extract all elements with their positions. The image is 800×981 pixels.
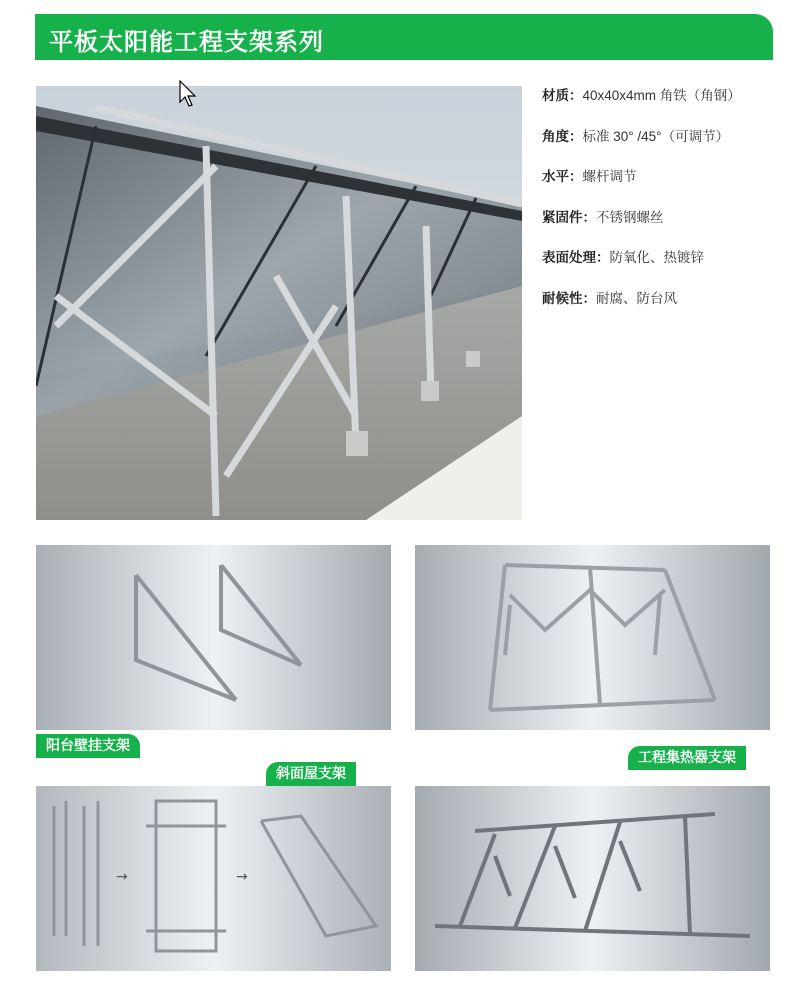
flat-roof-frame-photo	[415, 545, 770, 730]
balcony-bracket-label: 阳台壁挂支架	[36, 734, 140, 758]
title-banner	[35, 14, 773, 60]
spec-material: 材质：40x40x4mm 角铁（角钢）	[542, 88, 741, 103]
page-title: 平板太阳能工程支架系列	[49, 28, 324, 56]
spec-weather: 耐候性：耐腐、防台风	[542, 290, 677, 306]
balcony-bracket-photo	[36, 545, 391, 730]
collector-frame-photo	[415, 786, 770, 971]
svg-text:→: →	[236, 869, 248, 885]
slope-roof-bracket-photo	[36, 786, 391, 971]
spec-level: 水平：螺杆调节	[542, 169, 637, 184]
collector-frame-label: 工程集热器支架	[628, 746, 746, 770]
slope-roof-bracket-label: 斜面屋支架	[266, 762, 356, 786]
svg-text:→: →	[116, 869, 128, 885]
rooftop-installation-photo	[36, 86, 522, 520]
spec-surface: 表面处理：防氧化、热镀锌	[542, 250, 704, 265]
spec-list	[542, 86, 782, 329]
mouse-cursor-icon	[179, 80, 199, 108]
spec-fasteners: 紧固件：不锈钢螺丝	[542, 209, 664, 225]
spec-angle: 角度：标准 30° /45°（可调节）	[542, 128, 730, 144]
